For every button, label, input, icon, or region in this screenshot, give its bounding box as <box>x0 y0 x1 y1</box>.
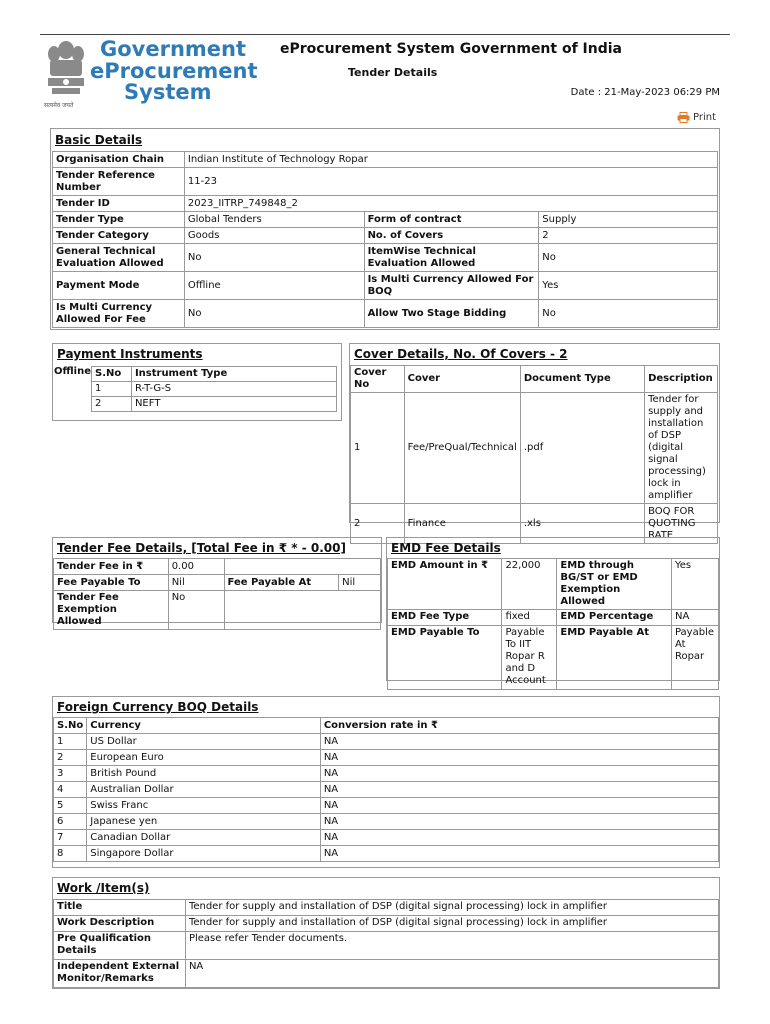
currency-sno: 7 <box>54 830 87 846</box>
instrument-sno: 1 <box>92 382 132 397</box>
emd-pct-value: NA <box>671 610 718 626</box>
emd-payable-to-value: Payable To IIT Ropar R and D Account <box>502 626 557 690</box>
description-header: Description <box>645 366 718 393</box>
fee-payable-at-value: Nil <box>339 575 381 591</box>
currency-rate: NA <box>320 766 718 782</box>
mcb-label: Is Multi Currency Allowed For BOQ <box>364 272 539 300</box>
payment-mode-value: Offline <box>184 272 364 300</box>
fee-payable-to-value: Nil <box>168 575 224 591</box>
foreign-currency-title: Foreign Currency BOQ Details <box>57 700 259 714</box>
work-title-label: Title <box>54 900 186 916</box>
cover-name: Finance <box>404 504 520 544</box>
logo-line-1: Government <box>100 37 247 61</box>
logo-line-2: eProcurement <box>90 59 258 83</box>
payment-mode-tag: Offline <box>54 366 91 377</box>
table-row <box>54 798 719 814</box>
doc-type-header: Document Type <box>520 366 644 393</box>
currency-name: Singapore Dollar <box>87 846 321 862</box>
table-row <box>54 846 719 862</box>
print-label: Print <box>692 112 716 123</box>
currency-name: US Dollar <box>87 734 321 750</box>
ref-label: Tender Reference Number <box>53 168 185 196</box>
work-desc-value: Tender for supply and installation of DSP (digital signal processing) lock in amplifier <box>185 916 718 932</box>
prequal-label: Pre Qualification Details <box>54 932 186 960</box>
national-emblem-icon <box>44 38 88 102</box>
table-row <box>92 397 337 412</box>
table-row <box>54 750 719 766</box>
emd-fee-table <box>387 558 719 690</box>
currency-table <box>53 717 719 862</box>
emd-type-value: fixed <box>502 610 557 626</box>
mcf-label: Is Multi Currency Allowed For Fee <box>53 300 185 328</box>
ite-value: No <box>539 244 718 272</box>
tender-type-label: Tender Type <box>53 212 185 228</box>
cover-no: 1 <box>351 393 405 504</box>
instrument-sno: 2 <box>92 397 132 412</box>
work-title-value: Tender for supply and installation of DSP (digital signal processing) lock in amplifier <box>185 900 718 916</box>
currency-rate: NA <box>320 814 718 830</box>
tender-fee-title: Tender Fee Details, [Total Fee in ₹ * - 0.00] <box>57 541 346 555</box>
table-row <box>351 393 718 504</box>
emd-payable-to-label: EMD Payable To <box>388 626 502 690</box>
tender-fee-value: 0.00 <box>168 559 224 575</box>
contract-label: Form of contract <box>364 212 539 228</box>
currency-sno: 2 <box>54 750 87 766</box>
emd-amount-label: EMD Amount in ₹ <box>388 559 502 610</box>
fee-exemption-label: Tender Fee Exemption Allowed <box>54 591 169 630</box>
category-value: Goods <box>184 228 364 244</box>
emd-amount-value: 22,000 <box>502 559 557 610</box>
tender-id-label: Tender ID <box>53 196 185 212</box>
currency-name: British Pound <box>87 766 321 782</box>
instrument-type: NEFT <box>131 397 336 412</box>
gte-label: General Technical Evaluation Allowed <box>53 244 185 272</box>
basic-details-title: Basic Details <box>55 133 143 147</box>
monitor-label: Independent External Monitor/Remarks <box>54 960 186 988</box>
covers-value: 2 <box>539 228 718 244</box>
print-button[interactable] <box>677 112 716 123</box>
fee-payable-at-label: Fee Payable At <box>224 575 339 591</box>
currency-name: Australian Dollar <box>87 782 321 798</box>
emd-type-label: EMD Fee Type <box>388 610 502 626</box>
emd-bg-value: Yes <box>671 559 718 610</box>
monitor-value: NA <box>185 960 718 988</box>
table-row <box>54 830 719 846</box>
cover-doc-type: .pdf <box>520 393 644 504</box>
currency-name: Canadian Dollar <box>87 830 321 846</box>
currency-sno: 1 <box>54 734 87 750</box>
currency-rate: NA <box>320 846 718 862</box>
cover-table <box>350 365 718 544</box>
work-item-title: Work /Item(s) <box>57 881 150 895</box>
ref-value: 11-23 <box>184 168 717 196</box>
instrument-type-header: Instrument Type <box>131 367 336 382</box>
tender-fee-table <box>53 558 381 630</box>
currency-name: European Euro <box>87 750 321 766</box>
currency-name: Japanese yen <box>87 814 321 830</box>
currency-rate: NA <box>320 734 718 750</box>
currency-sno: 4 <box>54 782 87 798</box>
contract-value: Supply <box>539 212 718 228</box>
covers-label: No. of Covers <box>364 228 539 244</box>
mcf-value: No <box>184 300 364 328</box>
org-chain-label: Organisation Chain <box>53 152 185 168</box>
currency-name: Swiss Franc <box>87 798 321 814</box>
work-desc-label: Work Description <box>54 916 186 932</box>
instrument-type: R-T-G-S <box>131 382 336 397</box>
currency-rate: NA <box>320 782 718 798</box>
instrument-table <box>91 366 337 412</box>
ite-label: ItemWise Technical Evaluation Allowed <box>364 244 539 272</box>
basic-details-table <box>52 151 718 328</box>
currency-sno: 8 <box>54 846 87 862</box>
date-stamp: Date : 21-May-2023 06:29 PM <box>570 87 720 98</box>
currency-header: Currency <box>87 718 321 734</box>
payment-mode-label: Payment Mode <box>53 272 185 300</box>
cover-description: Tender for supply and installation of DSP (digital signal processing) lock in amplifier <box>645 393 718 504</box>
currency-sno: 6 <box>54 814 87 830</box>
system-title: eProcurement System Government of India <box>280 41 622 57</box>
table-row <box>92 382 337 397</box>
currency-sno: 5 <box>54 798 87 814</box>
table-row <box>54 782 719 798</box>
emd-payable-at-value: Payable At Ropar <box>671 626 718 690</box>
currency-sno: 3 <box>54 766 87 782</box>
cover-header: Cover <box>404 366 520 393</box>
printer-icon <box>677 112 690 123</box>
org-chain-value: Indian Institute of Technology Ropar <box>184 152 717 168</box>
logo-line-3: System <box>124 80 212 104</box>
cover-name: Fee/PreQual/Technical <box>404 393 520 504</box>
emblem-caption: सत्यमेव जयते <box>44 102 74 109</box>
tsb-value: No <box>539 300 718 328</box>
emd-fee-title: EMD Fee Details <box>391 541 501 555</box>
mcb-value: Yes <box>539 272 718 300</box>
tender-type-value: Global Tenders <box>184 212 364 228</box>
fee-payable-to-label: Fee Payable To <box>54 575 169 591</box>
emd-bg-label: EMD through BG/ST or EMD Exemption Allowed <box>557 559 672 610</box>
payment-instruments-title: Payment Instruments <box>57 347 203 361</box>
emd-payable-at-label: EMD Payable At <box>557 626 672 690</box>
table-row <box>54 766 719 782</box>
tender-id-value: 2023_IITRP_749848_2 <box>184 196 717 212</box>
emd-pct-label: EMD Percentage <box>557 610 672 626</box>
instrument-sno-header: S.No <box>92 367 132 382</box>
table-row <box>54 814 719 830</box>
cover-description: BOQ FOR QUOTING RATE <box>645 504 718 544</box>
rate-header: Conversion rate in ₹ <box>320 718 718 734</box>
currency-sno-header: S.No <box>54 718 87 734</box>
page-subtitle: Tender Details <box>348 66 438 79</box>
fee-exemption-value: No <box>168 591 224 630</box>
table-row <box>54 734 719 750</box>
cover-doc-type: .xls <box>520 504 644 544</box>
currency-rate: NA <box>320 798 718 814</box>
currency-rate: NA <box>320 830 718 846</box>
gte-value: No <box>184 244 364 272</box>
work-item-table <box>53 899 719 988</box>
cover-no-header: Cover No <box>351 366 405 393</box>
prequal-value: Please refer Tender documents. <box>185 932 718 960</box>
category-label: Tender Category <box>53 228 185 244</box>
tender-fee-label: Tender Fee in ₹ <box>54 559 169 575</box>
cover-details-title: Cover Details, No. Of Covers - 2 <box>354 347 568 361</box>
cover-no: 2 <box>351 504 405 544</box>
currency-rate: NA <box>320 750 718 766</box>
tsb-label: Allow Two Stage Bidding <box>364 300 539 328</box>
